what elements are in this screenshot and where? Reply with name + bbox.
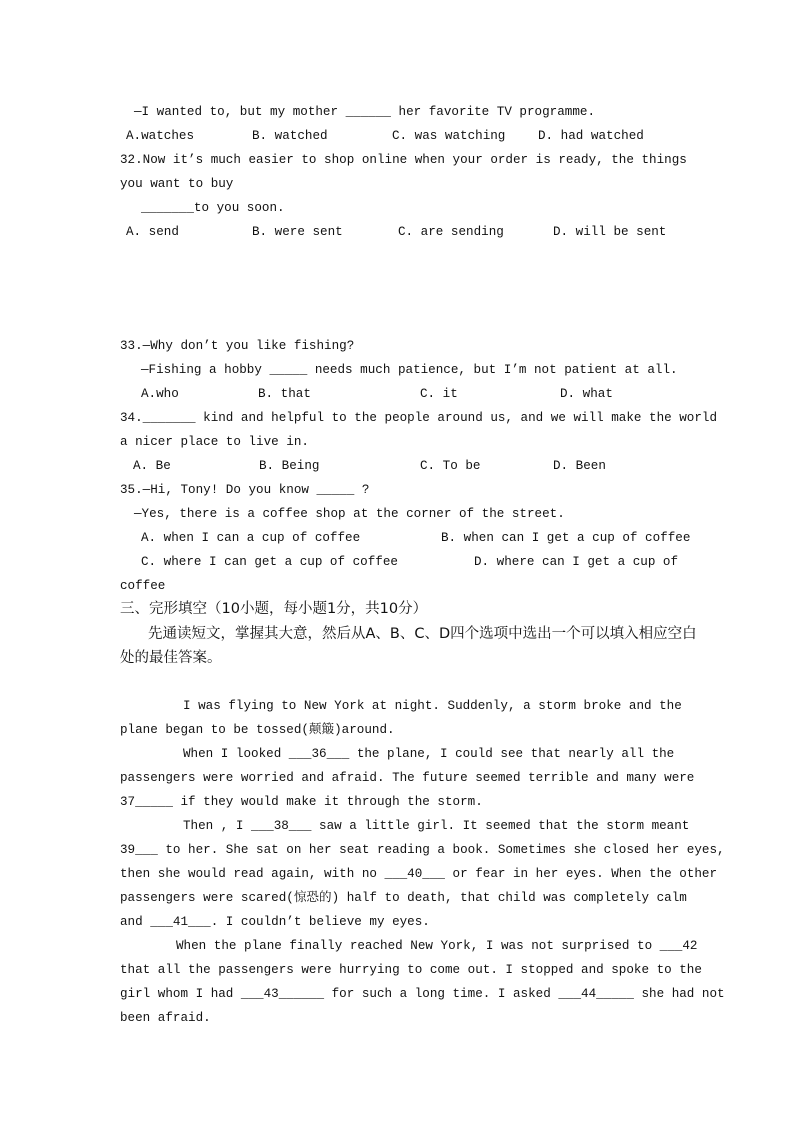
passage-line: I was flying to New York at night. Suddenly, a storm broke and the: [183, 699, 682, 713]
section-heading: 三、完形填空（10小题，每小题1分，共10分）: [120, 601, 428, 617]
q32-option-a: A. send: [126, 225, 179, 239]
q32-line3: _______to you soon.: [141, 201, 285, 215]
q34-line2: a nicer place to live in.: [120, 435, 309, 449]
passage-line: and ___41___. I couldn’t believe my eyes.: [120, 915, 430, 929]
q35-option-d: D. where can I get a cup of: [474, 555, 679, 569]
q34-option-d: D. Been: [553, 459, 606, 473]
q32-line1: 32.Now it’s much easier to shop online when your order is ready, the things: [120, 153, 687, 167]
q31-option-d: D. had watched: [538, 129, 644, 143]
q32-option-b: B. were sent: [252, 225, 343, 239]
q31-option-c: C. was watching: [392, 129, 506, 143]
q34-option-a: A. Be: [133, 459, 171, 473]
q31-option-b: B. watched: [252, 129, 328, 143]
passage-line: been afraid.: [120, 1011, 211, 1025]
passage-line: Then , I ___38___ saw a little girl. It seemed that the storm meant: [183, 819, 690, 833]
passage-line: When I looked ___36___ the plane, I could see that nearly all the: [183, 747, 675, 761]
q31-option-a: A.watches: [126, 129, 195, 143]
q35-option-d-cont: coffee: [120, 579, 166, 593]
q33-option-c: C. it: [420, 387, 458, 401]
passage-line: girl whom I had ___43______ for such a long time. I asked ___44_____ she had not: [120, 987, 725, 1001]
q33-option-a: A.who: [141, 387, 179, 401]
passage-line: passengers were worried and afraid. The future seemed terrible and many were: [120, 771, 695, 785]
q32-option-c: C. are sending: [398, 225, 504, 239]
q33-line2: —Fishing a hobby _____ needs much patience, but I’m not patient at all.: [141, 363, 678, 377]
passage-line: that all the passengers were hurrying to come out. I stopped and spoke to the: [120, 963, 702, 977]
passage-line: plane began to be tossed(颠簸)around.: [120, 723, 395, 737]
q33-option-b: B. that: [258, 387, 311, 401]
q31-line: —I wanted to, but my mother ______ her favorite TV programme.: [134, 105, 596, 119]
section-instruction-2: 处的最佳答案。: [120, 650, 222, 666]
q34-line1: 34._______ kind and helpful to the people around us, and we will make the world: [120, 411, 718, 425]
passage-line: 37_____ if they would make it through the storm.: [120, 795, 483, 809]
q35-line1: 35.—Hi, Tony! Do you know _____ ?: [120, 483, 370, 497]
q35-option-b: B. when can I get a cup of coffee: [441, 531, 691, 545]
q35-option-c: C. where I can get a cup of coffee: [141, 555, 398, 569]
passage-line: 39___ to her. She sat on her seat reading a book. Sometimes she closed her eyes,: [120, 843, 725, 857]
q34-option-c: C. To be: [420, 459, 481, 473]
passage-line: When the plane finally reached New York, I was not surprised to ___42: [176, 939, 698, 953]
q35-line2: —Yes, there is a coffee shop at the corner of the street.: [134, 507, 565, 521]
q32-line2: you want to buy: [120, 177, 234, 191]
section-instruction-1: 先通读短文，掌握其大意，然后从A、B、C、D四个选项中选出一个可以填入相应空白: [148, 626, 697, 642]
q34-option-b: B. Being: [259, 459, 320, 473]
q35-option-a: A. when I can a cup of coffee: [141, 531, 361, 545]
passage-line: then she would read again, with no ___40___ or fear in her eyes. When the other: [120, 867, 718, 881]
q33-option-d: D. what: [560, 387, 613, 401]
q32-option-d: D. will be sent: [553, 225, 667, 239]
q33-line1: 33.—Why don’t you like fishing?: [120, 339, 355, 353]
passage-line: passengers were scared(惊恐的) half to death, that child was completely calm: [120, 891, 687, 905]
